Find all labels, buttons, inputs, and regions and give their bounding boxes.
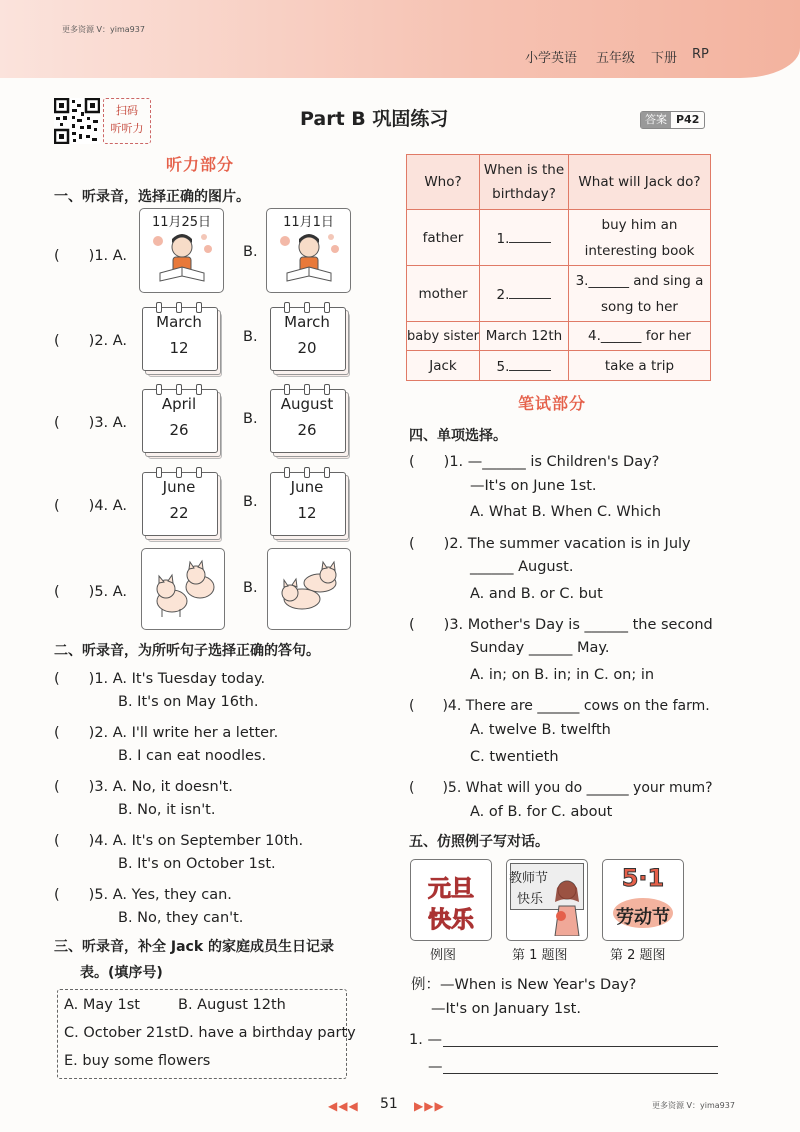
caption-1: 第 1 题图 <box>512 948 568 963</box>
q1-row5-b: B. <box>243 580 258 596</box>
labor-day-text: 劳动节 <box>616 907 670 928</box>
prev-page-arrows-icon[interactable]: ◀◀◀ <box>328 1099 359 1113</box>
table-cell-do: take a trip <box>569 351 711 381</box>
q1-row3-b: B. <box>243 411 258 427</box>
calendar-month: March <box>156 313 202 331</box>
q4-item5-stem: ( )5. What will you do ______ your mum? <box>409 780 713 796</box>
q1-4b-calendar[interactable] <box>270 467 348 541</box>
table-header-when: When is the birthday? <box>480 155 569 210</box>
qr-code-icon[interactable] <box>54 98 100 144</box>
table-cell-do: buy him an interesting book <box>569 210 711 266</box>
table-cell-who: mother <box>407 266 480 322</box>
q1-row4-num: ( )4. A. <box>54 498 128 514</box>
table-row <box>407 266 711 322</box>
calendar-day: 26 <box>297 421 317 439</box>
q1-1b-date: 11月1日 <box>283 215 334 230</box>
q2-item1-a: ( )1. A. It's Tuesday today. <box>54 671 266 687</box>
teacher-icon <box>549 876 585 936</box>
table-header-who: Who? <box>407 155 480 210</box>
caption-example: 例图 <box>430 948 457 963</box>
q1-row2-b: B. <box>243 329 258 345</box>
writing-heading: 笔试部分 <box>518 394 587 413</box>
q1-5a-image[interactable] <box>141 548 225 630</box>
q2-item2-a: ( )2. A. I'll write her a letter. <box>54 725 279 741</box>
q1-row3-num: ( )3. A. <box>54 415 128 431</box>
q5-title: 五、仿照例子写对话。 <box>409 834 549 850</box>
q4-item4-options: A. twelve B. twelfth <box>470 722 611 738</box>
q2-item3-a: ( )3. A. No, it doesn't. <box>54 779 233 795</box>
q4-item5-options: A. of B. for C. about <box>470 804 613 820</box>
q1-3b-calendar[interactable] <box>270 384 348 458</box>
q1-1a-image[interactable] <box>139 208 224 293</box>
q4-item2-stem2: ______ August. <box>470 559 574 575</box>
new-year-text-1: 元旦 <box>428 876 474 902</box>
table-cell-do[interactable]: 4.______ for her <box>569 322 711 351</box>
q5-example-image[interactable] <box>410 859 492 941</box>
q1-row4-b: B. <box>243 494 258 510</box>
table-cell-do[interactable]: 3.______ and sing a song to her <box>569 266 711 322</box>
page-number: 51 <box>380 1096 398 1112</box>
answer-badge[interactable] <box>640 111 705 129</box>
q1-row2-num: ( )2. A. <box>54 333 128 349</box>
header-edition: RP <box>692 47 709 62</box>
q3-option-d: D. have a birthday party <box>178 1025 356 1041</box>
footer-watermark: 更多资源 V：yima937 <box>652 1101 735 1110</box>
q5-2-image[interactable] <box>602 859 684 941</box>
q3-title-line2: 表。(填序号) <box>80 965 163 981</box>
q2-title: 二、听录音，为所听句子选择正确的答句。 <box>54 643 320 659</box>
q1-row1-b: B. <box>243 244 258 260</box>
calendar-day: 26 <box>169 421 189 439</box>
q4-item1-options: A. What B. When C. Which <box>470 504 662 520</box>
listening-heading: 听力部分 <box>166 155 235 174</box>
calendar-month: August <box>280 395 334 413</box>
q5-answer1-line[interactable] <box>443 1046 718 1047</box>
q1-3a-calendar[interactable] <box>142 384 220 458</box>
header-subject: 小学英语 <box>525 51 578 66</box>
q1-5b-image[interactable] <box>267 548 351 630</box>
labor-day-number: 5·1 <box>621 864 665 892</box>
q4-item3-options: A. in; on B. in; in C. on; in <box>470 667 655 683</box>
teachers-day-text-2: 快乐 <box>517 892 544 907</box>
q1-2a-calendar[interactable] <box>142 302 220 376</box>
q2-item2-b: B. I can eat noodles. <box>118 748 267 764</box>
q3-option-e: E. buy some flowers <box>64 1053 211 1069</box>
table-cell-when[interactable]: 5. <box>480 351 569 381</box>
table-cell-when[interactable]: 2. <box>480 266 569 322</box>
q2-item4-b: B. It's on October 1st. <box>118 856 276 872</box>
q3-option-b: B. August 12th <box>178 997 286 1013</box>
table-row <box>407 351 711 381</box>
table-header-do: What will Jack do? <box>569 155 711 210</box>
two-cats-lying-icon <box>268 549 350 629</box>
q1-row1-num: ( )1. A. <box>54 248 128 264</box>
table-cell-when[interactable]: 1. <box>480 210 569 266</box>
q1-title: 一、听录音，选择正确的图片。 <box>54 189 250 205</box>
birthday-table <box>406 154 711 381</box>
table-row <box>407 322 711 351</box>
calendar-day: 12 <box>169 339 189 357</box>
q1-1b-image[interactable] <box>266 208 351 293</box>
two-cats-standing-icon <box>142 549 224 629</box>
q5-example-line2: —It's on January 1st. <box>431 1001 581 1017</box>
table-cell-when: March 12th <box>480 322 569 351</box>
calendar-day: 20 <box>297 339 317 357</box>
q4-title: 四、单项选择。 <box>409 428 507 444</box>
answer-label: 答案 <box>641 112 671 128</box>
calendar-month: April <box>161 395 197 413</box>
q4-item4-stem: ( )4. There are ______ cows on the farm. <box>409 698 710 714</box>
header-grade: 五年级 <box>596 51 636 66</box>
q4-item3-stem2: Sunday ______ May. <box>470 640 610 656</box>
calendar-month: June <box>162 478 196 496</box>
answer-page: P42 <box>676 113 700 126</box>
q4-item2-options: A. and B. or C. but <box>470 586 603 602</box>
q4-item1-stem: ( )1. —______ is Children's Day? <box>409 454 660 470</box>
q2-item1-b: B. It's on May 16th. <box>118 694 259 710</box>
q4-item1-answer: —It's on June 1st. <box>470 478 597 494</box>
table-cell-who: Jack <box>407 351 480 381</box>
q5-answer2-line[interactable] <box>443 1073 718 1074</box>
calendar-day: 12 <box>297 504 317 522</box>
calendar-month: March <box>284 313 330 331</box>
page-title: Part B 巩固练习 <box>300 108 449 130</box>
table-cell-who: baby sister <box>407 322 480 351</box>
q4-item2-stem: ( )2. The summer vacation is in July <box>409 536 691 552</box>
q2-item4-a: ( )4. A. It's on September 10th. <box>54 833 304 849</box>
q2-item5-a: ( )5. A. Yes, they can. <box>54 887 232 903</box>
q1-1a-date: 11月25日 <box>151 215 212 230</box>
next-page-arrows-icon[interactable]: ▶▶▶ <box>414 1099 445 1113</box>
q3-option-a: A. May 1st <box>64 997 140 1013</box>
q2-item3-b: B. No, it isn't. <box>118 802 216 818</box>
header-watermark: 更多资源 V：yima937 <box>62 25 145 34</box>
table-cell-who: father <box>407 210 480 266</box>
table-row <box>407 210 711 266</box>
boy-reading-icon <box>275 229 343 289</box>
calendar-month: June <box>290 478 324 496</box>
q1-4a-calendar[interactable] <box>142 467 220 541</box>
q1-row5-num: ( )5. A. <box>54 584 128 600</box>
q5-answer2-label: — <box>428 1059 443 1075</box>
q5-answer1-label: 1. — <box>409 1032 442 1048</box>
q4-item4-options2: C. twentieth <box>470 749 559 765</box>
q5-1-image[interactable] <box>506 859 588 941</box>
q4-item3-stem: ( )3. Mother's Day is ______ the second <box>409 617 713 633</box>
scan-label-2: 听听力 <box>110 122 144 135</box>
header-term: 下册 <box>651 51 678 66</box>
caption-2: 第 2 题图 <box>610 948 666 963</box>
scan-label-1: 扫码 <box>116 104 138 117</box>
calendar-day: 22 <box>169 504 189 522</box>
q2-item5-b: B. No, they can't. <box>118 910 244 926</box>
q1-2b-calendar[interactable] <box>270 302 348 376</box>
header-band <box>0 0 800 78</box>
q3-title-line1: 三、听录音，补全 Jack 的家庭成员生日记录 <box>54 939 335 955</box>
q3-option-c: C. October 21st <box>64 1025 178 1041</box>
q5-example-line1: 例：—When is New Year's Day? <box>411 977 637 993</box>
scan-label-box <box>103 98 151 144</box>
new-year-text-2: 快乐 <box>428 907 474 933</box>
teachers-day-text-1: 教师节 <box>509 871 549 886</box>
boy-reading-icon <box>148 229 216 289</box>
